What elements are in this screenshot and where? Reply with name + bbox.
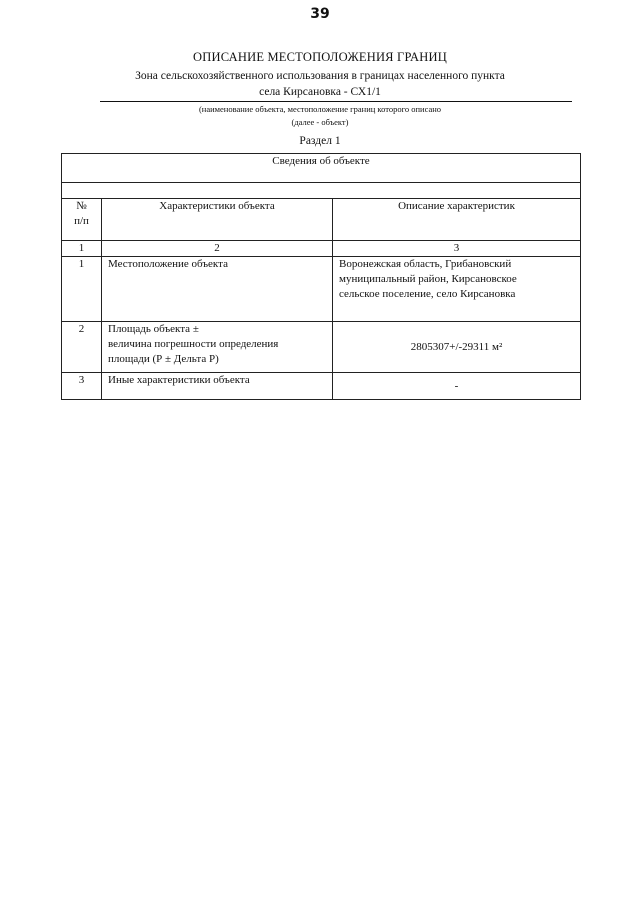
table-header: Сведения об объекте	[62, 154, 581, 183]
table-row	[62, 257, 581, 322]
object-name-line-1: Зона сельскохозяйственного использования в границах населенного пункта	[135, 70, 505, 82]
table-row	[62, 322, 581, 373]
empty-cell	[62, 183, 581, 199]
column-number-1: 1	[62, 241, 102, 257]
row-characteristic	[102, 373, 333, 400]
row-number: 3	[62, 373, 102, 400]
column-header-row	[62, 199, 581, 241]
column-header-characteristic: Характеристики объекта	[102, 199, 333, 241]
row-characteristic-line: величина погрешности определения	[108, 338, 279, 350]
column-number-3: 3	[333, 241, 581, 257]
row-description-line: Воронежская область, Грибановский	[339, 258, 512, 270]
page-number: 39	[310, 6, 330, 22]
row-number: 2	[62, 322, 102, 373]
row-characteristic-line: Площадь объекта ±	[108, 323, 199, 335]
row-characteristic	[102, 257, 333, 322]
object-info-table	[61, 153, 581, 400]
row-description-line: сельское поселение, село Кирсановка	[339, 288, 516, 300]
column-header-num-line-2: п/п	[74, 215, 89, 227]
column-number-row	[62, 241, 581, 257]
section-title: Раздел 1	[299, 135, 341, 147]
row-description-line: муниципальный район, Кирсановское	[339, 273, 517, 285]
column-number-2: 2	[102, 241, 333, 257]
row-characteristic-line: площади (Р ± Дельта Р)	[108, 353, 219, 365]
caption-line-2: (далее - объект)	[291, 117, 349, 127]
caption-line-1: (наименование объекта, местоположение границ которого описано	[198, 104, 442, 114]
table-empty-row	[62, 183, 581, 199]
underline-rule	[100, 101, 572, 102]
row-number: 1	[62, 257, 102, 322]
object-name-line-2: села Кирсановка - СХ1/1	[259, 86, 381, 98]
row-description	[333, 257, 581, 322]
row-characteristic-line: Иные характеристики объекта	[108, 374, 250, 386]
row-characteristic-line: Местоположение объекта	[108, 258, 228, 270]
table-header-row	[62, 154, 581, 183]
table-row	[62, 373, 581, 400]
document-title: ОПИСАНИЕ МЕСТОПОЛОЖЕНИЯ ГРАНИЦ	[193, 50, 447, 64]
column-header-description: Описание характеристик	[333, 199, 581, 241]
row-description-other: -	[333, 373, 581, 400]
column-header-num	[62, 199, 102, 241]
row-characteristic	[102, 322, 333, 373]
row-description-area: 2805307+/-29311 м²	[333, 322, 581, 373]
column-header-num-line-1: №	[76, 200, 87, 212]
